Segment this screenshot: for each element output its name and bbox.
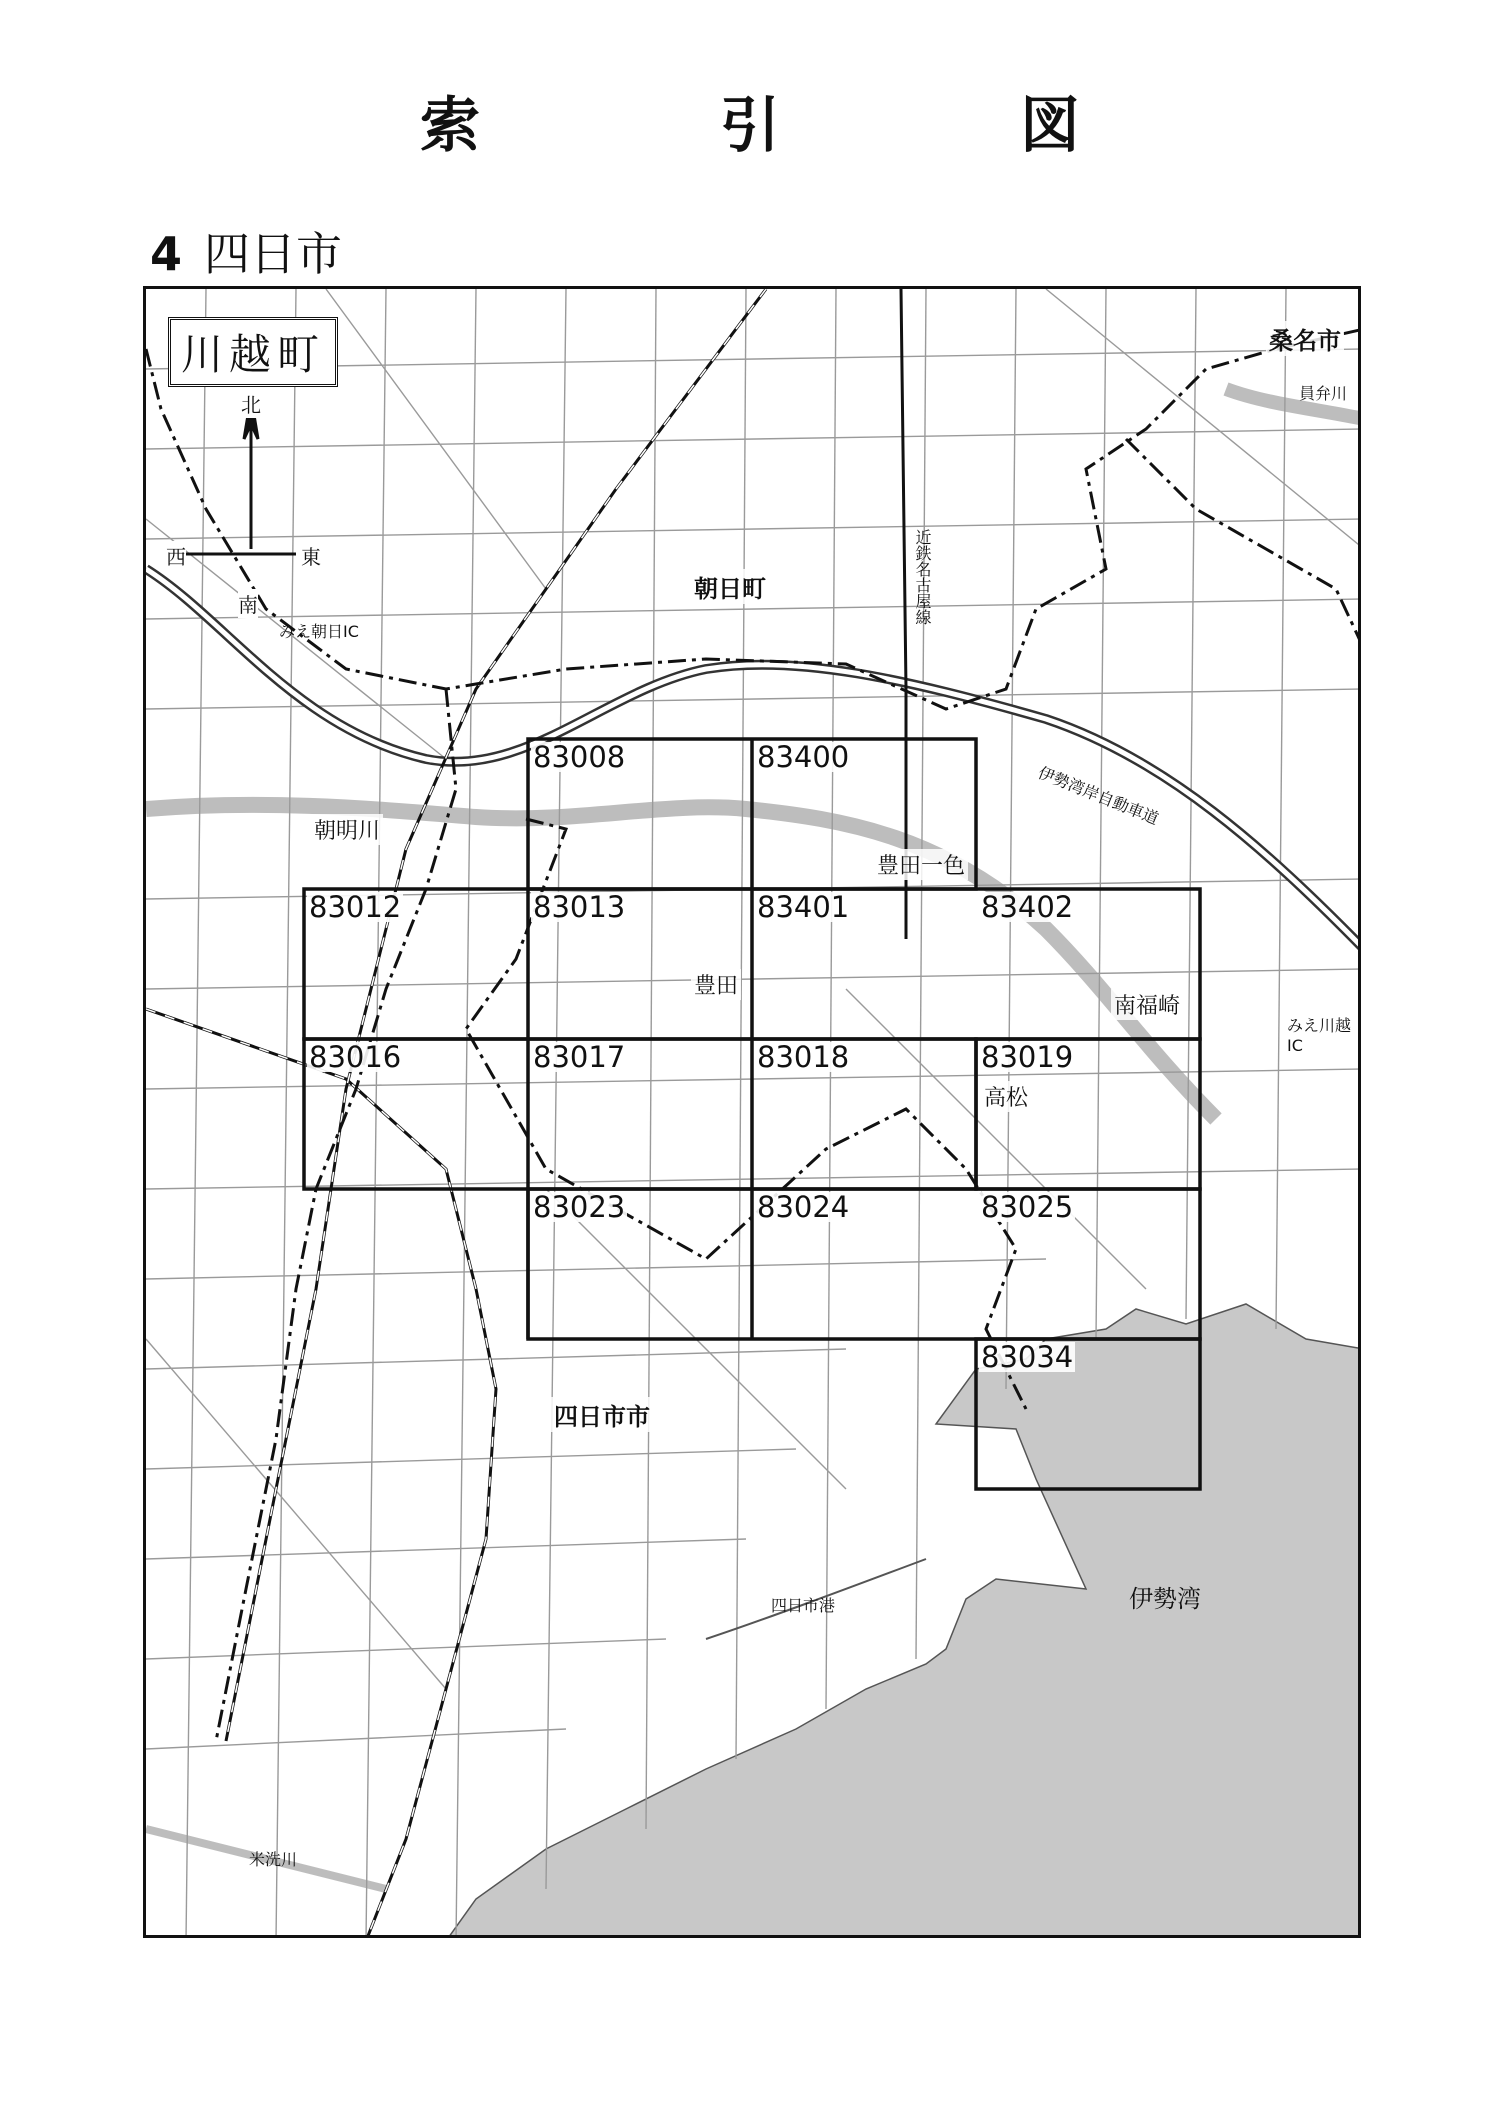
sheet-83023: 83023 bbox=[533, 1190, 626, 1224]
sheet-83012: 83012 bbox=[309, 890, 402, 924]
compass-west: 西 bbox=[166, 541, 186, 570]
sheet-83400: 83400 bbox=[757, 740, 850, 774]
label-toyoda: 豊田 bbox=[691, 969, 741, 1000]
label-minami-fukuzaki: 南福崎 bbox=[1111, 989, 1183, 1020]
map-canvas bbox=[146, 289, 1361, 1938]
sheet-83016: 83016 bbox=[309, 1040, 402, 1074]
index-map bbox=[143, 286, 1361, 1938]
section-title bbox=[150, 218, 342, 284]
label-asahi: 朝日町 bbox=[691, 569, 769, 604]
sheet-83401: 83401 bbox=[757, 890, 850, 924]
sheet-83013: 83013 bbox=[533, 890, 626, 924]
label-ic-kawagoe: みえ川越IC bbox=[1287, 1016, 1352, 1055]
railway-lines bbox=[146, 289, 906, 1938]
town-name-box: 川越町 bbox=[168, 317, 338, 387]
label-yonezu-river: 米洗川 bbox=[249, 1850, 298, 1869]
page-title: 索 引 図 bbox=[420, 91, 1170, 161]
label-ise-bay: 伊勢湾 bbox=[1129, 1585, 1201, 1613]
sheet-83024: 83024 bbox=[757, 1190, 850, 1224]
label-yokkaichi-port: 四日市港 bbox=[771, 1596, 836, 1615]
compass-east: 東 bbox=[301, 541, 321, 570]
section-number: 4 bbox=[150, 227, 183, 281]
sheet-83008: 83008 bbox=[533, 740, 626, 774]
label-asake-river: 朝明川 bbox=[311, 814, 383, 845]
section-name: 四日市 bbox=[204, 227, 343, 281]
sheet-83019: 83019 bbox=[981, 1040, 1074, 1074]
label-kuwana: 桑名市 bbox=[1266, 321, 1344, 356]
label-expressway: 伊勢湾岸自動車道 bbox=[1035, 762, 1162, 829]
label-inabe-river: 員弁川 bbox=[1299, 384, 1348, 403]
label-yokkaichi: 四日市市 bbox=[551, 1397, 653, 1432]
sheet-83017: 83017 bbox=[533, 1040, 626, 1074]
sheet-83034: 83034 bbox=[981, 1340, 1074, 1374]
label-takamatsu: 高松 bbox=[981, 1081, 1031, 1112]
label-kintetsu-line: 近鉄名古屋線 bbox=[913, 529, 932, 625]
compass-south: 南 bbox=[238, 589, 258, 618]
compass-north: 北 bbox=[241, 389, 261, 418]
sheet-83025: 83025 bbox=[981, 1190, 1074, 1224]
sheet-83018: 83018 bbox=[757, 1040, 850, 1074]
sheet-83402: 83402 bbox=[981, 890, 1074, 924]
label-toyoda-isshiki: 豊田一色 bbox=[874, 849, 968, 880]
label-ic-asahi: みえ朝日IC bbox=[279, 622, 359, 641]
